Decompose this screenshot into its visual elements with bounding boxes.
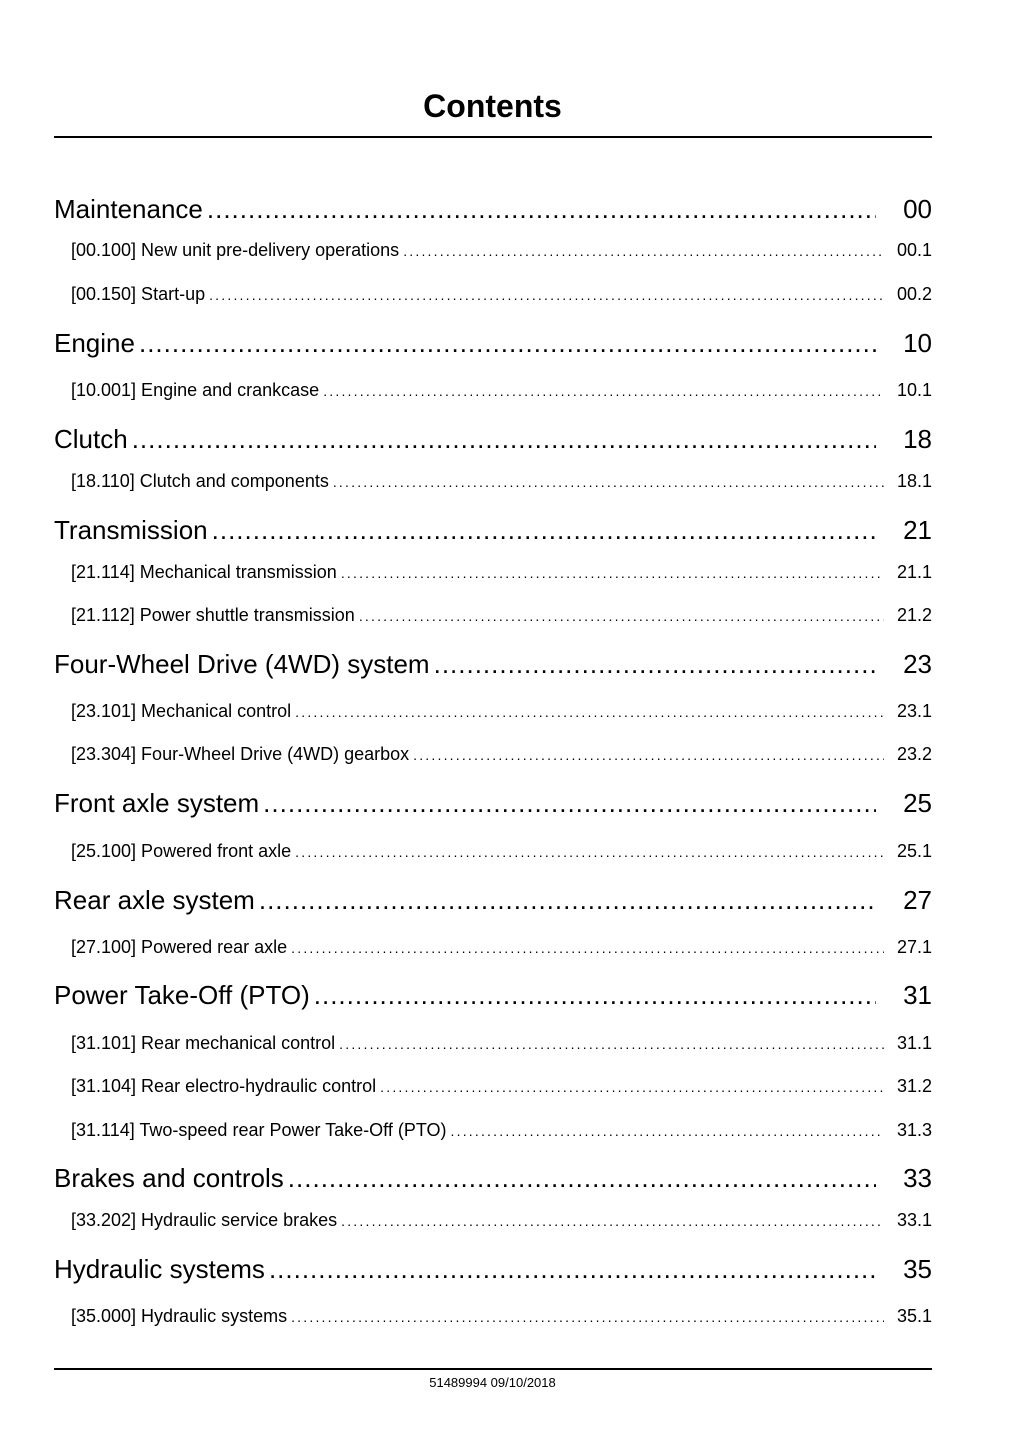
toc-chapter-label: Transmission bbox=[54, 515, 208, 545]
toc-section-label: [33.202] Hydraulic service brakes bbox=[71, 1210, 338, 1230]
toc-chapter-hydraulics[interactable] bbox=[54, 1253, 932, 1285]
toc-section-page: 35.1 bbox=[896, 1306, 932, 1326]
toc-section[interactable] bbox=[71, 1209, 932, 1232]
dot-leader bbox=[265, 1253, 876, 1285]
toc-section-label: [21.114] Mechanical transmission bbox=[71, 562, 337, 582]
toc-section-page: 21.1 bbox=[896, 562, 932, 582]
toc-section-page: 10.1 bbox=[896, 380, 932, 400]
toc-section[interactable] bbox=[71, 840, 932, 863]
toc-chapter-front-axle[interactable] bbox=[54, 787, 932, 819]
toc-chapter-label: Hydraulic systems bbox=[54, 1254, 265, 1284]
dot-leader bbox=[128, 423, 876, 455]
toc-chapter-page: 31 bbox=[903, 980, 932, 1010]
dot-leader bbox=[135, 327, 876, 359]
toc-section-label: [31.114] Two-speed rear Power Take-Off (PTO) bbox=[71, 1120, 447, 1140]
dot-leader bbox=[205, 284, 884, 306]
dot-leader bbox=[291, 701, 884, 723]
toc-section[interactable] bbox=[71, 561, 932, 584]
toc-chapter-label: Rear axle system bbox=[54, 885, 255, 915]
toc-section-page: 18.1 bbox=[896, 471, 932, 491]
toc-section-page: 31.1 bbox=[896, 1033, 932, 1053]
toc-section[interactable] bbox=[71, 700, 932, 723]
toc-section[interactable] bbox=[71, 1305, 932, 1328]
toc-section-label: [23.304] Four-Wheel Drive (4WD) gearbox bbox=[71, 744, 410, 764]
dot-leader bbox=[329, 471, 884, 493]
toc-chapter-transmission[interactable] bbox=[54, 514, 932, 546]
toc-section[interactable] bbox=[71, 936, 932, 959]
toc-chapter-4wd[interactable] bbox=[54, 648, 932, 680]
toc-section-label: [18.110] Clutch and components bbox=[71, 471, 329, 491]
page-title: Contents bbox=[423, 88, 562, 124]
dot-leader bbox=[319, 380, 884, 402]
toc-chapter-brakes[interactable] bbox=[54, 1162, 932, 1194]
dot-leader bbox=[291, 841, 884, 863]
toc-chapter-page: 25 bbox=[903, 788, 932, 818]
dot-leader bbox=[430, 648, 876, 680]
toc-section[interactable] bbox=[71, 379, 932, 402]
toc-section-page: 33.1 bbox=[896, 1210, 932, 1230]
toc-section-label: [31.104] Rear electro-hydraulic control bbox=[71, 1076, 377, 1096]
toc-section-label: [27.100] Powered rear axle bbox=[71, 937, 288, 957]
toc-section[interactable] bbox=[71, 1032, 932, 1055]
toc-chapter-maintenance[interactable] bbox=[54, 193, 932, 225]
toc-chapter-label: Front axle system bbox=[54, 788, 260, 818]
toc-chapter-page: 23 bbox=[903, 649, 932, 679]
toc-chapter-page: 10 bbox=[903, 328, 932, 358]
toc-chapter-label: Engine bbox=[54, 328, 135, 358]
toc-section-label: [25.100] Powered front axle bbox=[71, 841, 292, 861]
toc-section-page: 21.2 bbox=[896, 605, 932, 625]
toc-chapter-pto[interactable] bbox=[54, 979, 932, 1011]
toc-section-label: [23.101] Mechanical control bbox=[71, 701, 292, 721]
toc-section-page: 23.1 bbox=[896, 701, 932, 721]
toc-chapter-page: 33 bbox=[903, 1163, 932, 1193]
dot-leader bbox=[203, 193, 876, 225]
toc-chapter-label: Maintenance bbox=[54, 194, 203, 224]
toc-section-page: 27.1 bbox=[896, 937, 932, 957]
dot-leader bbox=[259, 787, 876, 819]
toc-chapter-label: Brakes and controls bbox=[54, 1163, 284, 1193]
dot-leader bbox=[208, 514, 876, 546]
dot-leader bbox=[287, 937, 884, 959]
toc-section[interactable] bbox=[71, 1075, 932, 1098]
title-divider bbox=[54, 136, 932, 138]
toc-section-label: [00.150] Start-up bbox=[71, 284, 206, 304]
dot-leader bbox=[335, 1033, 884, 1055]
toc-chapter-clutch[interactable] bbox=[54, 423, 932, 455]
toc-section[interactable] bbox=[71, 743, 932, 766]
toc-chapter-rear-axle[interactable] bbox=[54, 884, 932, 916]
toc-section[interactable] bbox=[71, 239, 932, 262]
toc-chapter-page: 00 bbox=[903, 194, 932, 224]
toc-section-label: [35.000] Hydraulic systems bbox=[71, 1306, 288, 1326]
dot-leader bbox=[399, 240, 884, 262]
dot-leader bbox=[409, 744, 884, 766]
dot-leader bbox=[447, 1120, 884, 1142]
toc-section-page: 31.3 bbox=[896, 1120, 932, 1140]
dot-leader bbox=[287, 1306, 884, 1328]
toc-section-label: [31.101] Rear mechanical control bbox=[71, 1033, 336, 1053]
toc-section-label: [00.100] New unit pre-delivery operations bbox=[71, 240, 400, 260]
toc-section-label: [10.001] Engine and crankcase bbox=[71, 380, 320, 400]
toc-chapter-label: Clutch bbox=[54, 424, 128, 454]
toc-section[interactable] bbox=[71, 604, 932, 627]
toc-section-page: 31.2 bbox=[896, 1076, 932, 1096]
toc-chapter-page: 18 bbox=[903, 424, 932, 454]
toc-section[interactable] bbox=[71, 470, 932, 493]
toc-chapter-page: 35 bbox=[903, 1254, 932, 1284]
toc-section-page: 00.2 bbox=[896, 284, 932, 304]
toc-chapter-label: Power Take-Off (PTO) bbox=[54, 980, 310, 1010]
toc-section-page: 00.1 bbox=[896, 240, 932, 260]
dot-leader bbox=[355, 605, 884, 627]
dot-leader bbox=[337, 1210, 884, 1232]
dot-leader bbox=[337, 562, 884, 584]
toc-chapter-page: 27 bbox=[903, 885, 932, 915]
toc-section-page: 23.2 bbox=[896, 744, 932, 764]
toc-chapter-label: Four-Wheel Drive (4WD) system bbox=[54, 649, 430, 679]
footer-divider bbox=[54, 1368, 932, 1370]
dot-leader bbox=[284, 1162, 876, 1194]
toc-chapter-engine[interactable] bbox=[54, 327, 932, 359]
dot-leader bbox=[255, 884, 876, 916]
dot-leader bbox=[310, 979, 876, 1011]
toc-section[interactable] bbox=[71, 1119, 932, 1142]
footer-doc-id: 51489994 09/10/2018 bbox=[429, 1375, 556, 1390]
toc-chapter-page: 21 bbox=[903, 515, 932, 545]
toc-section-label: [21.112] Power shuttle transmission bbox=[71, 605, 355, 625]
toc-section-page: 25.1 bbox=[896, 841, 932, 861]
dot-leader bbox=[376, 1076, 884, 1098]
toc-section[interactable] bbox=[71, 283, 932, 306]
